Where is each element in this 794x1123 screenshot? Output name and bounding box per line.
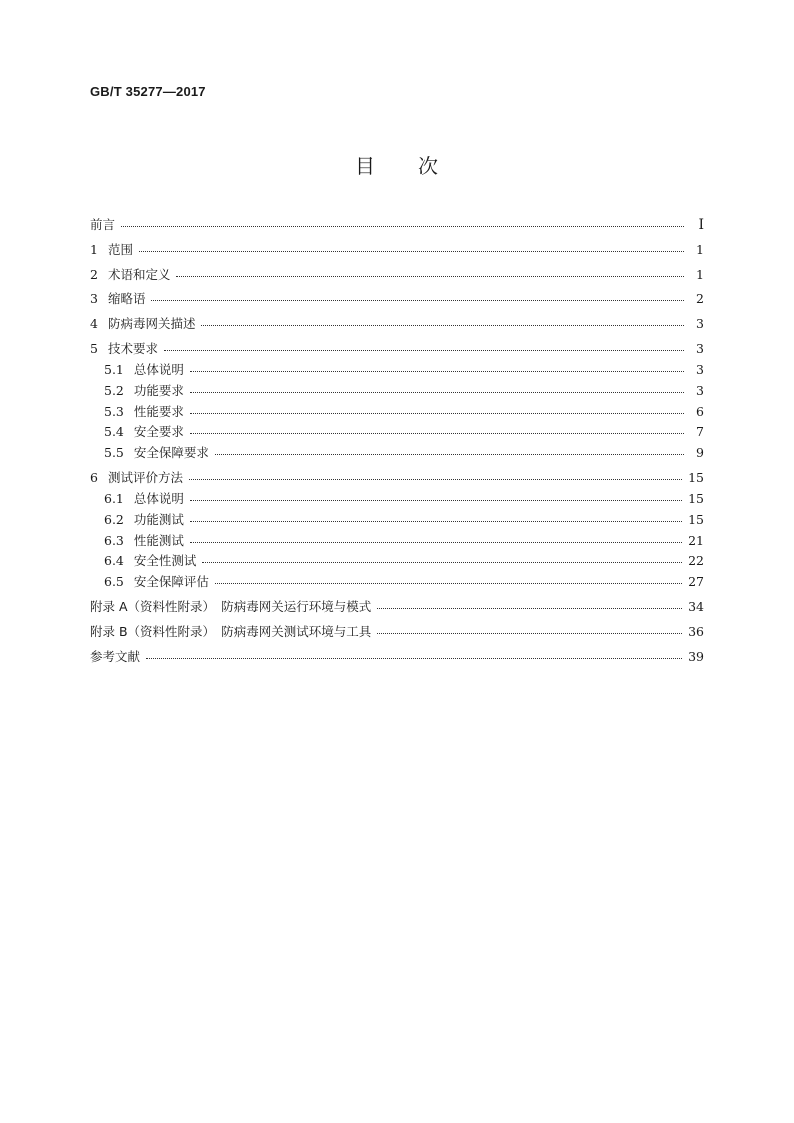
toc-entry-text: 前言 [90,217,116,232]
toc-leader-dots [176,275,684,277]
toc-entry-appendix-a[interactable] [90,597,704,617]
toc-entry-1[interactable] [90,240,704,260]
toc-entry-page: 34 [688,599,704,614]
toc-entry-text: 总体说明 [133,362,184,377]
toc-entry-number: 5.1 [104,362,124,377]
toc-entry-text: 防病毒网关描述 [107,316,196,331]
toc-entry-number: 6.5 [104,574,124,589]
toc-entry-page: 39 [688,649,704,664]
toc-entry-text: 性能测试 [133,533,184,548]
toc-entry-number: 6 [90,470,98,485]
toc-entry-number: 6.4 [104,553,124,568]
toc-entry-page: 9 [696,445,704,460]
toc-entry-5-4[interactable] [104,422,704,442]
toc-entry-text: 测试评价方法 [107,470,183,485]
toc-leader-dots [151,299,684,301]
toc-entry-page: 2 [696,291,704,306]
toc-entry-page: 15 [688,470,704,485]
toc-entry-number: 2 [90,267,98,282]
toc-entry-page: 3 [696,362,704,377]
toc-leader-dots [201,324,684,326]
toc-entry-page: 1 [696,267,704,282]
toc-leader-dots [190,541,682,543]
toc-leader-dots [215,582,682,584]
toc-leader-dots [190,499,682,501]
toc-entry-5-3[interactable] [104,402,704,422]
toc-entry-text: 功能要求 [133,383,184,398]
toc-entry-page: 3 [696,316,704,331]
toc-leader-dots [190,412,684,414]
toc-entry-page: 3 [696,383,704,398]
toc-entry-appendix-b[interactable] [90,622,704,642]
toc-entry-5-5[interactable] [104,443,704,463]
toc-entry-6-5[interactable] [104,572,704,592]
toc-title [0,150,794,179]
toc-entry-number: 6.1 [104,491,124,506]
toc-leader-dots [121,225,684,227]
standard-code: GB/T 35277—2017 [90,84,206,99]
toc-entry-page: 15 [688,512,704,527]
toc-entry-number: 6.3 [104,533,124,548]
toc-entry-text: 范围 [107,242,133,257]
toc-entry-text: 功能测试 [133,512,184,527]
toc-entry-foreword[interactable] [90,215,704,235]
toc-leader-dots [202,561,682,563]
toc-entry-page: 21 [688,533,704,548]
toc-leader-dots [190,520,682,522]
toc-entry-number: 3 [90,291,98,306]
toc-leader-dots [164,349,684,351]
toc-entry-text: 性能要求 [133,404,184,419]
toc-entry-page: 7 [696,424,704,439]
toc-entry-2[interactable] [90,265,704,285]
toc-entry-6-3[interactable] [104,531,704,551]
toc-entry-5[interactable] [90,339,704,359]
toc-entry-number: 5.2 [104,383,124,398]
toc-leader-dots [189,478,682,480]
toc-entry-number: 1 [90,242,98,257]
toc-leader-dots [377,607,682,609]
toc-entry-text: 安全性测试 [133,553,197,568]
toc-entry-page: 3 [696,341,704,356]
toc-entry-page: I [698,217,704,233]
toc-leader-dots [190,432,684,434]
toc-entry-number: 5 [90,341,98,356]
toc-entry-5-1[interactable] [104,360,704,380]
toc-entry-page: 36 [688,624,704,639]
toc-entry-page: 15 [688,491,704,506]
toc-entry-5-2[interactable] [104,381,704,401]
toc-entry-page: 27 [688,574,704,589]
toc-leader-dots [190,391,684,393]
toc-entry-6-1[interactable] [104,489,704,509]
toc-entry-text: 附录 B（资料性附录） 防病毒网关测试环境与工具 [90,624,372,639]
toc-entry-bibliography[interactable] [90,647,704,667]
toc-entry-text: 缩略语 [107,291,146,306]
toc-entry-4[interactable] [90,314,704,334]
toc-entry-text: 总体说明 [133,491,184,506]
toc-entry-text: 附录 A（资料性附录） 防病毒网关运行环境与模式 [90,599,372,614]
toc-entry-text: 安全保障评估 [133,574,209,589]
toc-leader-dots [190,370,684,372]
toc-title-char-2: 次 [418,154,439,178]
toc-entry-page: 22 [688,553,704,568]
toc-entry-text: 参考文献 [90,649,141,664]
toc-leader-dots [215,453,684,455]
toc-leader-dots [146,657,682,659]
toc-entry-number: 5.3 [104,404,124,419]
toc-entry-text: 安全要求 [133,424,184,439]
toc-leader-dots [139,250,684,252]
toc-entry-number: 5.5 [104,445,124,460]
toc-entry-text: 安全保障要求 [133,445,209,460]
toc-leader-dots [377,632,682,634]
toc-entry-number: 4 [90,316,98,331]
toc-entry-6-4[interactable] [104,551,704,571]
toc-entry-text: 技术要求 [107,341,158,356]
toc-entry-6-2[interactable] [104,510,704,530]
toc-entry-text: 术语和定义 [107,267,171,282]
toc-entry-page: 1 [696,242,704,257]
toc-entry-3[interactable] [90,289,704,309]
toc-title-char-1: 目 [355,154,376,178]
toc-entry-number: 5.4 [104,424,124,439]
toc-entry-page: 6 [696,404,704,419]
toc-entry-number: 6.2 [104,512,124,527]
toc-entry-6[interactable] [90,468,704,488]
